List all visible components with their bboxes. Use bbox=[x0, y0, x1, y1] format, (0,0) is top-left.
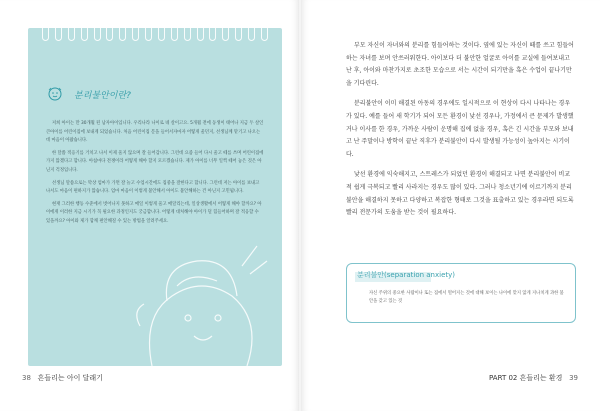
right-page-footer bbox=[489, 373, 578, 383]
definition-text: 자신 주위의 중요한 사람이나 또는 집에서 떨어지는 것에 대해 보이는 나이에 맞지 않게 지나치게 과한 불안을 갖고 있는 것 bbox=[369, 291, 564, 305]
question-paragraph: 저희 아이는 만 30개월 된 남자아이입니다. 우리나라 나이로 네 살이고요. 5개월 전에 동생이 태어나 지금 두 살인 큰아이를 어린이집에 보내게 되었습니다. 처음 어린이집 문을 들어서자마자 어떻게 울던지, 선생님께 맡기고 나오는데 마음이 아팠습니다. bbox=[46, 121, 264, 144]
question-paragraph: 선생님 말씀으로는 막상 엄마가 가면 잘 놀고 수업시간에도 집중을 잘한다고 합니다. 그런데 저는 아이를 보내고 나서도 마음이 편하지가 않습니다. 엄마 마음이 이렇게 불안해서 아이도 불안해하는 건 아닌지 고민됩니다. bbox=[46, 180, 260, 195]
body-paragraph: 부모 자신이 자녀와의 분리를 힘들어하는 것이다. 옆에 있는 자신이 떼를 쓰고 힘들어하는 자녀를 보며 안쓰러워한다. 아이보다 더 불안한 얼굴로 아이를 교실에 들여보내고 난 후, 아이와 마찬가지로 초조한 모습으로 서는 시간이 되기만을 혹은 수업이 끝나기만을 기다린다. bbox=[346, 42, 574, 87]
card-title: 분리불안이란? bbox=[74, 90, 131, 101]
page-number: 39 bbox=[569, 374, 578, 382]
child-line-drawing bbox=[122, 226, 272, 366]
definition-title: 분리불안(separation anxiety) bbox=[357, 271, 456, 279]
question-text bbox=[46, 120, 264, 231]
card-header bbox=[46, 86, 131, 102]
left-page bbox=[0, 0, 298, 411]
running-head: 흔들리는 아이 달래기 bbox=[37, 374, 103, 382]
left-page-footer bbox=[22, 373, 103, 383]
child-doodle-icon bbox=[46, 86, 66, 102]
body-text bbox=[346, 40, 574, 228]
page-number: 38 bbox=[22, 374, 31, 382]
right-page bbox=[302, 0, 600, 411]
body-paragraph: 분리불안이 이미 해결된 아동의 경우에도 일시적으로 이 현상이 다시 나타나는 경우가 있다. 예를 들어 새 학기가 되어 모든 환경이 낯선 경우나, 가정에서 큰 문제가 발생했거나 이사를 한 경우, 가까운 사람이 운명해 집에 없을 경우, 혹은 긴 시간을 부모와 보내고 난 주말이나 방학이 끝난 직후가 분리불안이 다시 발생될 가능성이 높아지는 시기이다. bbox=[346, 100, 574, 158]
running-head: PART 02 흔들리는 환경 bbox=[489, 374, 563, 382]
question-note-card bbox=[28, 28, 282, 366]
question-paragraph: 한 달쯤 적응기를 거치고 나서 이제 울지 않으며 잘 들어갑니다. 그런데 요즘 들어 다시 울고 떼를 쓰며 어린이집에 가지 않겠다고 합니다. 아침마다 전쟁이라 어떻게 해야 할지 모르겠습니다. 제가 아이를 너무 일찍 떼어 놓은 것은 아닌지 걱정입니다. bbox=[46, 150, 264, 173]
definition-box bbox=[346, 263, 576, 323]
body-paragraph: 낯선 환경에 익숙해지고, 스트레스가 되었던 환경이 해결되고 나면 분리불안이 비교적 쉽게 극복되고 빨리 사라지는 경우도 많이 있다. 그러나 청소년기에 이르기까지 분리불안을 해결하지 못하고 다양하고 복잡한 형태로 그것을 표출하고 있는 경우라면 되도록 빨리 전문가의 도움을 받는 것이 필요하다. bbox=[346, 171, 574, 217]
question-paragraph: 현재 그러한 행동 수준에서 벗어나지 못하고 매일 이렇게 울고 매달리는데, 일상생활에서 어떻게 해야 할까요? 아이에게 이러한 지금 시기가 꼭 필요한 과정인지도 궁금합니다. 어떻게 대처해야 아이가 덜 힘들어하며 잘 적응할 수 있을까요? 아이와 제가 함께 편안해질 수 있는 방법을 알려주세요. bbox=[46, 201, 262, 224]
binder-rings bbox=[42, 28, 268, 42]
